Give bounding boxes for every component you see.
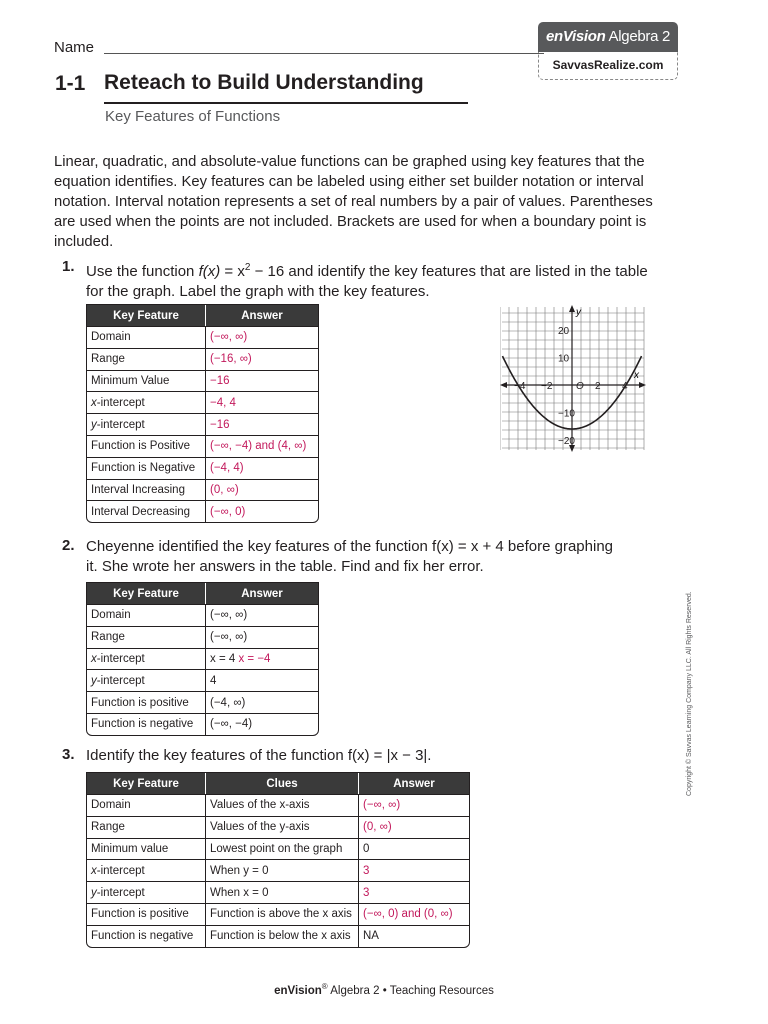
feature-cell: y-intercept xyxy=(87,413,205,435)
table-row xyxy=(87,457,318,479)
x-tick-label: −2 xyxy=(541,381,553,392)
clue-cell: Lowest point on the graph xyxy=(205,838,358,860)
table-row xyxy=(87,859,469,881)
q3-header-feature: Key Feature xyxy=(87,773,205,794)
q3-header-answer: Answer xyxy=(358,773,469,794)
feature-cell: Range xyxy=(87,626,205,648)
q2-header-answer: Answer xyxy=(205,583,318,604)
feature-cell: Function is negative xyxy=(87,925,205,947)
feature-cell: x-intercept xyxy=(87,391,205,413)
realize-link[interactable]: SavvasRealize.com xyxy=(538,52,678,80)
clue-cell: When y = 0 xyxy=(205,859,358,881)
x-tick-label: O xyxy=(576,381,584,392)
y-tick-label: −10 xyxy=(558,408,575,420)
table-row xyxy=(87,691,318,713)
q1-header-answer: Answer xyxy=(205,305,318,326)
answer-cell[interactable]: 0 xyxy=(358,838,469,860)
table-row xyxy=(87,604,318,626)
table-row xyxy=(87,479,318,501)
table-row xyxy=(87,413,318,435)
table-row xyxy=(87,669,318,691)
feature-cell: Domain xyxy=(87,326,205,348)
q2-text: Cheyenne identified the key features of the function f(x) = x + 4 before graphing it. She wrote her answers in the table. Find and fix her error. xyxy=(86,538,613,575)
table-row xyxy=(87,648,318,670)
y-label: y xyxy=(576,307,581,318)
feature-cell: Function is positive xyxy=(87,903,205,925)
name-label: Name xyxy=(54,39,95,56)
answer-cell[interactable]: (−∞, ∞) xyxy=(205,604,318,626)
q1-text-a: Use the function xyxy=(86,263,199,280)
footer-rest: Algebra 2 • Teaching Resources xyxy=(327,984,494,997)
q1-table xyxy=(86,304,319,523)
feature-cell: Function is Positive xyxy=(87,435,205,457)
table-row xyxy=(87,500,318,522)
answer-cell[interactable]: (−4, ∞) xyxy=(205,691,318,713)
table-row xyxy=(87,435,318,457)
variable: y xyxy=(91,674,97,687)
answer-cell[interactable]: −16 xyxy=(205,370,318,392)
answer-cell[interactable]: (−16, ∞) xyxy=(205,348,318,370)
answer-cell[interactable]: −4, 4 xyxy=(205,391,318,413)
answer-cell[interactable]: x = 4 x = −4 xyxy=(205,648,318,670)
brand-logo xyxy=(538,22,678,52)
answer-cell[interactable]: 3 xyxy=(358,881,469,903)
q1-text-b: = x xyxy=(220,263,245,280)
footer-reg: ® xyxy=(321,982,328,991)
feature-cell: Minimum Value xyxy=(87,370,205,392)
q1-text xyxy=(86,258,656,302)
variable: x xyxy=(91,864,97,877)
lesson-subtitle: Key Features of Functions xyxy=(105,108,281,125)
feature-cell: Function is negative xyxy=(87,713,205,735)
table-row xyxy=(87,713,318,735)
footer-brand: enVision xyxy=(274,984,322,997)
x-tick-label: 4 xyxy=(622,381,628,392)
q1-fx: f(x) xyxy=(198,263,221,280)
answer-cell[interactable]: 3 xyxy=(358,859,469,881)
q1-number: 1. xyxy=(62,258,75,275)
answer-cell[interactable]: (−4, 4) xyxy=(205,457,318,479)
lesson-title: Reteach to Build Understanding xyxy=(104,71,424,94)
answer-cell[interactable]: (−∞, 0) and (0, ∞) xyxy=(358,903,469,925)
y-tick-label: −20 xyxy=(558,436,575,447)
q2-header-feature: Key Feature xyxy=(87,583,205,604)
table-row xyxy=(87,794,469,816)
q1-header-feature: Key Feature xyxy=(87,305,205,326)
clue-cell: When x = 0 xyxy=(205,881,358,903)
corrected-answer: x = −4 xyxy=(238,652,271,665)
answer-cell[interactable]: 4 xyxy=(205,669,318,691)
x-label: x xyxy=(634,370,639,381)
feature-cell: Function is positive xyxy=(87,691,205,713)
y-axis-arrow-icon xyxy=(569,305,575,312)
table-row xyxy=(87,838,469,860)
x-tick-label: −4 xyxy=(514,381,526,392)
feature-cell: Range xyxy=(87,348,205,370)
lesson-number: 1-1 xyxy=(55,72,86,95)
q3-header-clues: Clues xyxy=(205,773,358,794)
title-underline xyxy=(104,102,468,104)
answer-cell[interactable]: (−∞, −4) and (4, ∞) xyxy=(205,435,318,457)
footer xyxy=(0,982,768,997)
y-tick-label: 20 xyxy=(558,326,570,337)
answer-cell[interactable]: (−∞, 0) xyxy=(205,500,318,522)
table-row xyxy=(87,626,318,648)
table-row xyxy=(87,881,469,903)
feature-cell: Function is Negative xyxy=(87,457,205,479)
answer-cell[interactable]: (−∞, ∞) xyxy=(358,794,469,816)
clue-cell: Values of the x-axis xyxy=(205,794,358,816)
feature-cell: Interval Increasing xyxy=(87,479,205,501)
intro-paragraph: Linear, quadratic, and absolute-value functions can be graphed using key features that the equation identifies. Key features can be labeled using either set builder notation or interval notation. Interval notation represents a set of real numbers by a pair of values. Parentheses are used when the points are not included. Brackets are used for when a boundary point is included. xyxy=(54,154,653,250)
feature-cell: Minimum value xyxy=(87,838,205,860)
x-axis-arrow-icon xyxy=(639,382,646,388)
q2-table xyxy=(86,582,319,736)
variable: y xyxy=(91,886,97,899)
q1-graph xyxy=(500,305,646,452)
table-row xyxy=(87,925,469,947)
brand-alg: Algebra 2 xyxy=(605,28,671,45)
table-row xyxy=(87,903,469,925)
copyright-text: Copyright © Savvas Learning Company LLC. All Rights Reserved. xyxy=(686,591,693,796)
q3-number: 3. xyxy=(62,746,75,763)
feature-cell: Domain xyxy=(87,794,205,816)
q2-number: 2. xyxy=(62,537,75,554)
brand-env: enVision xyxy=(545,28,606,45)
q1-text-c: − 16 and identify the key features that are listed in the table for the graph. Label the graph with the key features. xyxy=(86,263,648,300)
feature-cell: x-intercept xyxy=(87,859,205,881)
feature-cell: x-intercept xyxy=(87,648,205,670)
clue-cell: Values of the y-axis xyxy=(205,816,358,838)
answer-cell[interactable]: (−∞, −4) xyxy=(205,713,318,735)
table-row xyxy=(87,370,318,392)
feature-cell: Range xyxy=(87,816,205,838)
copyright-notice xyxy=(686,591,706,800)
answer-cell[interactable]: −16 xyxy=(205,413,318,435)
q1-exp: 2 xyxy=(244,262,251,273)
feature-cell: y-intercept xyxy=(87,669,205,691)
y-tick-label: 10 xyxy=(558,353,570,365)
answer-cell[interactable]: (0, ∞) xyxy=(358,816,469,838)
table-row xyxy=(87,391,318,413)
x-tick-label: 2 xyxy=(595,381,601,392)
name-line[interactable] xyxy=(104,53,544,54)
feature-cell: Domain xyxy=(87,604,205,626)
variable: y xyxy=(91,418,97,431)
answer-cell[interactable]: (−∞, ∞) xyxy=(205,626,318,648)
answer-cell[interactable]: NA xyxy=(358,925,469,947)
table-row xyxy=(87,326,318,348)
feature-cell: y-intercept xyxy=(87,881,205,903)
q3-table xyxy=(86,772,470,948)
clue-cell: Function is above the x axis xyxy=(205,903,358,925)
x-axis-arrow-left-icon xyxy=(500,382,507,388)
table-row xyxy=(87,816,469,838)
answer-cell[interactable]: (0, ∞) xyxy=(205,479,318,501)
table-row xyxy=(87,348,318,370)
feature-cell: Interval Decreasing xyxy=(87,500,205,522)
q3-text: Identify the key features of the function f(x) = |x − 3|. xyxy=(86,747,432,764)
clue-cell: Function is below the x axis xyxy=(205,925,358,947)
answer-cell[interactable]: (−∞, ∞) xyxy=(205,326,318,348)
variable: x xyxy=(91,396,97,409)
variable: x xyxy=(91,652,97,665)
